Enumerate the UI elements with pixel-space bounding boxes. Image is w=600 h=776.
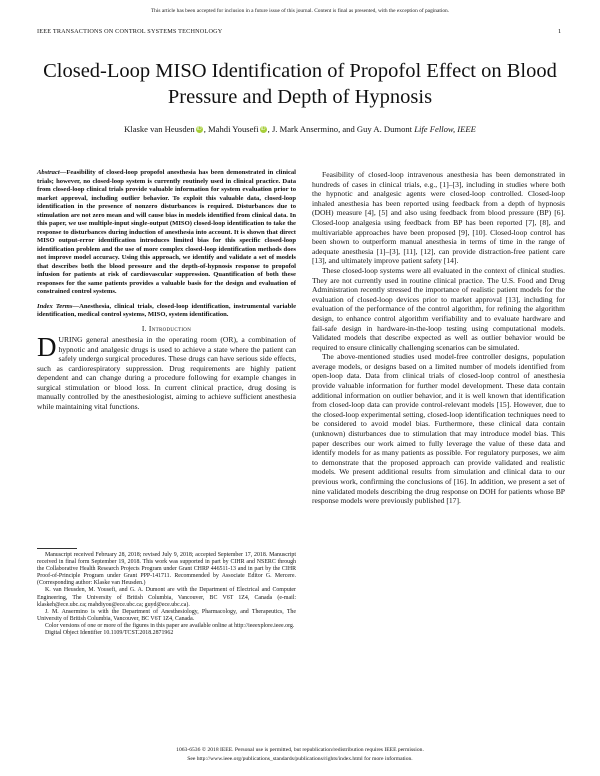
author-list: Klaske van Heusden iD , Mahdi Yousefi iD , J. Mark Ansermino, and Guy A. Dumont Life Fellow, IEEE xyxy=(124,124,476,134)
right-paragraph-3: The above-mentioned studies used model-free controller designs, population average models, or designs based on a limited number of models identified from open-loop data. Data from clinical trials of closed-loop control of anesthesia provide valuable information for further model development. These data contain additional information on outlier behavior, and it is well known that identification from closed-loop data can provide control-relevant models [15]. However, due to the closed-loop experimental setting, closed-loop identification techniques need to be considered to avoid model bias. Furthermore, these clinical data contain (unknown) disturbances due to stimulation that may introduce model bias. This paper describes our work aimed to fully leverage the value of these data and identify models for as many patients as possible. For regulatory purposes, we aim to demonstrate that the proposed approach can provide validated and realistic models. We present additional results from simulation and clinical data to our previous work, confirming the conclusions of [16]. In addition, we present a set of nine validated models describing the drug response on DOH for patients whose BP response models were previously published [17]. xyxy=(312,352,565,506)
copyright-line: 1063-6536 © 2018 IEEE. Personal use is permitted, but republication/redistribution requires IEEE permission. xyxy=(176,747,424,753)
intro-paragraph xyxy=(37,331,296,412)
right-paragraph-2: These closed-loop systems were all evaluated in the context of clinical studies. They are not currently used in routine clinical practice. The U.S. Food and Drug Administration recently stressed the importance of realistic patient models for the evaluation of closed-loop devices prior to market approval [13], including for evaluation of the performance of the control algorithm, for refining the algorithm design, to enhance control algorithm verifiability and to evaluate hardware and fail-safe design in hardware-in-the-loop testing using computational models. Validated models that describe expected as well as outlier behavior would be required to ensure clinically challenging scenarios can be simulated. xyxy=(312,265,565,352)
footnote-affiliation-1: K. van Heusden, M. Yousefi, and G. A. Dumont are with the Department of Electrical and Computer Engineering, The University of British Columbia, Vancouver, BC V6T 1Z4, Canada (e-mail: klaskeh@ece.ubc.ca; mahdiyou@ece.ubc.ca; guyd@ece.ubc.ca). xyxy=(37,587,296,608)
right-paragraph-1: Feasibility of closed-loop intravenous anesthesia has been demonstrated in hundreds of cases in clinical trials, e.g., [1]–[3], including in studies where both the hypnotic and analgesic agents were closed-loop controlled. Closed-loop inhaled anesthesia has been reported using feedback from a depth of hypnosis (DOH) measure [4], [5] and also using feedback from blood pressure (BP) [6]. Closed-loop analgesia using feedback from BP has been reported [7], [8], and multivariable approaches have been proposed [9], [10]. Closed-loop control has been shown to outperform manual anesthesia in terms of time in the range of adequate anesthesia [1]–[3], [11], [12], can provide distraction-free patient care [13], and ultimately improve patient safety [14]. xyxy=(312,170,565,266)
journal-name: IEEE TRANSACTIONS ON CONTROL SYSTEMS TECHNOLOGY xyxy=(37,28,223,35)
footnote-doi[interactable]: Digital Object Identifier 10.1109/TCST.2018.2871962 xyxy=(45,630,174,637)
paper-title: Closed-Loop MISO Identification of Propofol Effect on Blood Pressure and Depth of Hypnosis xyxy=(43,60,557,108)
footnotes xyxy=(37,552,296,637)
footnote-color[interactable]: Color versions of one or more of the figures in this paper are available online at http://ieeexplore.ieee.org. xyxy=(45,622,295,629)
page-number: 1 xyxy=(558,28,562,35)
footnote-rule xyxy=(37,548,77,549)
abstract xyxy=(37,169,296,297)
right-column xyxy=(312,170,565,506)
rights-link[interactable]: See http://www.ieee.org/publications_standards/publications/rights/index.html for more information. xyxy=(187,756,413,762)
section-heading-introduction: I. Introduction xyxy=(141,323,192,333)
intro-lead-word: URING xyxy=(58,334,83,344)
author-2: Mahdi Yousefi xyxy=(208,124,259,134)
footnote-received: Manuscript received February 28, 2018; revised July 9, 2018; accepted September 17, 2018. Manuscript received in final form September 19, 2018. This work was supported in part by CIHR and NSERC through the Collaborative Health Research Projects Program under Grant CHRP 446511-13 and in part by the CIHR Proof-of-Principle Program under Grant PPP-141711. Recommended by Associate Editor G. Mercere. (Corresponding author: Klaske van Heusden.) xyxy=(37,552,296,587)
fellow-note: Life Fellow, IEEE xyxy=(414,124,476,134)
index-terms-label: Index Terms— xyxy=(37,302,80,310)
abstract-label: Abstract— xyxy=(37,169,67,176)
drop-cap: D xyxy=(37,331,57,362)
index-terms xyxy=(37,303,296,320)
index-terms-text: Anesthesia, clinical trials, closed-loop identification, instrumental variable identification, medical control systems, MISO, system identification. xyxy=(37,302,296,318)
acceptance-note: This article has been accepted for inclusion in a future issue of this journal. Content is final as presented, with the exception of pagination. xyxy=(150,8,450,14)
author-1: Klaske van Heusden xyxy=(124,124,195,134)
orcid-icon[interactable]: iD xyxy=(260,126,266,132)
abstract-text: Feasibility of closed-loop propofol anesthesia has been demonstrated in clinical trials; however, no closed-loop system is currently routinely used in clinical practice. Data from closed-loop clinical trials provide valuable information for system evaluation prior to market approval, including outlier behavior. To exploit this valuable data, closed-loop identification in the presence of nonzero disturbances is required. Disturbances due to stimulation are not zero mean and will cause bias in models identified from clinical data. In this paper, we use multiple-input single-output (MISO) closed-loop identification to take the response to disturbances during induction of anesthesia into account. It is shown that direct MISO output-error identification introduces limited bias for this specific closed-loop identification problem and the use of more complex closed-loop identification methods does not improve model accuracy. Using this approach, we identify and validate a set of models that describes both the blood pressure and the depth-of-hypnosis response to propofol infusion for patients at risk of cardiovascular suppression. Quantification of both these responses for the same patients provides a valuable basis for the design and evaluation of constrained control systems. xyxy=(37,169,296,295)
author-3-4: J. Mark Ansermino, and Guy A. Dumont xyxy=(271,124,413,134)
footnote-affiliation-2: J. M. Ansermino is with the Department of Anesthesiology, Pharmacology, and Therapeutics, The University of British Columbia, Vancouver, BC V6T 1Z4, Canada. xyxy=(37,608,296,622)
left-column xyxy=(37,169,296,412)
intro-text: general anesthesia in the operating room (OR), a combination of hypnotic and analgesic drugs is used to achieve a state where the patient can safely undergo surgical procedures. These drugs can have serious side effects, such as cardiorespiratory suppression. Drug requirements are highly patient dependent and can change during a procedure following for example changes in surgical stimulation or blood loss. In current clinical practice, drug dosing is manually controlled by the anesthesiologist, aiming to achieve sufficient anesthesia while maintaining vital functions. xyxy=(37,334,296,412)
orcid-icon[interactable]: iD xyxy=(196,126,202,132)
